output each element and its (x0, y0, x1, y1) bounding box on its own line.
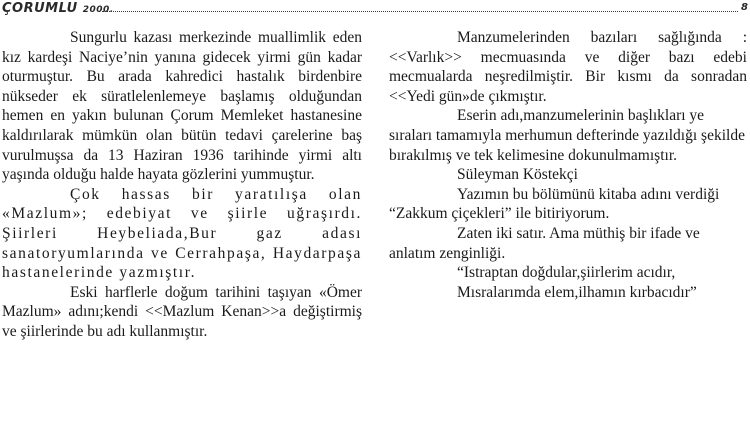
magazine-logo (2, 1, 114, 16)
poem-line-1: “Istraptan doğdular,şiirlerim acıdır, (457, 264, 676, 282)
paragraph-expression: Zaten iki satır. Ama müthiş bir ifade ve anlatım zenginliği. (389, 224, 700, 262)
paragraph-zakkum: Yazımın bu bölümünü kitaba adını verdiği “Zakkum çiçekleri” ile bitiriyorum. (389, 185, 720, 223)
poem-line-2: Mısralarımda elem,ilhamın kırbacıdır” (457, 283, 697, 301)
dotted-leader-line (102, 11, 738, 12)
right-column (389, 28, 747, 302)
page-number: 8 (741, 2, 748, 13)
page-header (0, 0, 750, 18)
paragraph-poetry-hospitals: Çok hassas bir yaratılışa olan «Mazlum»; edebiyat ve şiirle uğraşırdı. Şiirleri Heybeliada,Bur gaz adası sanatoryumlarında ve Cerrahpaşa, Haydarpaşa hastanelerinde yazmıştır. (2, 185, 362, 282)
author-signature: Süleyman Köstekçi (457, 166, 578, 184)
paragraph-notebook: Eserin adı,manzumelerinin başlıkları ye sıraları tamamıyla merhumun defterinde yazıldığı şekilde bırakılmış ve tek kelimesine dokunulmamıştır. (389, 107, 745, 164)
left-column (2, 28, 362, 342)
logo-title: ÇORUMLU (2, 1, 78, 16)
paragraph-illness-death: Sungurlu kazası merkezinde muallimlik eden kız kardeşi Naciye’nin yanına gidecek yirmi gün kadar oturmuştur. Bu arada kahredici hastalık birdenbire nükseder ek süratlelenlemeye başlamış olduğundan hemen en yakın bulunan Çorum Memleket hastanesine kaldırılarak mümkün olan bütün tedavi çarelerine baş vurulmuşsa da 13 Haziran 1936 tarihinde yirmi altı yaşında olduğu halde hayata gözlerini yummuştur. (2, 29, 362, 184)
paragraph-publications: Manzumelerinden bazıları sağlığında :<<Varlık>> mecmuasında ve diğer bazı edebi mecmualarda neşredilmiştir. Bir kısmı da sonradan <<Yedi gün»de çıkmıştır. (389, 29, 747, 105)
logo-year: 2000. (82, 5, 114, 15)
paragraph-name-change: Eski harflerle doğum tarihini taşıyan «Ömer Mazlum» adını;kendi <<Mazlum Kenan>>a değiştirmiş ve şiirlerinde bu adı kullanmıştır. (2, 283, 362, 340)
